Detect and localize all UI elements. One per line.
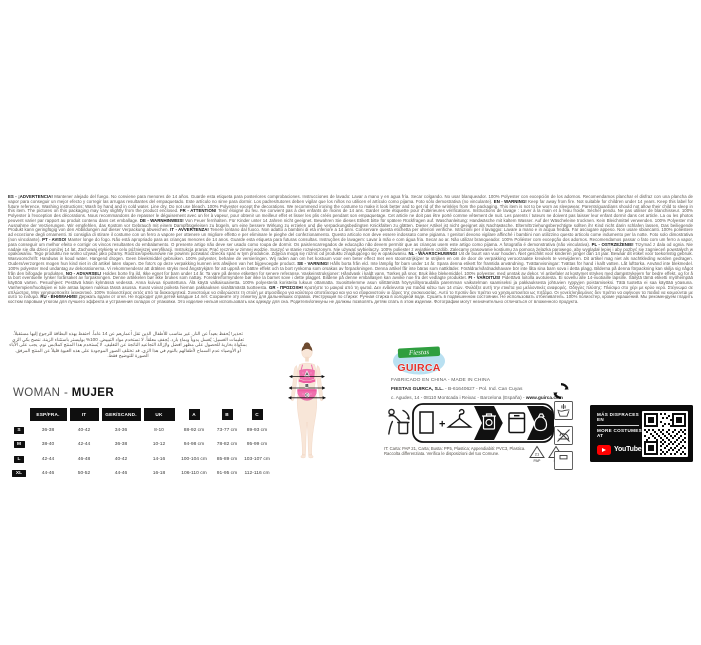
size-label-s: S <box>14 427 24 434</box>
woman-measurement-figure <box>276 340 340 490</box>
column-header-uk: UK <box>144 408 175 421</box>
made-in-line: FABRICADO EN CHINA - MADE IN CHINA <box>391 378 491 383</box>
title-woman: WOMAN - <box>13 387 72 399</box>
street-address: c. Agudes, 14 - 08110 Montcada i Reixac - Barcelona (España) - <box>391 395 526 400</box>
size-value-cell: 106-110 cm <box>181 471 207 477</box>
size-value-cell: 89-93 cm <box>246 427 268 433</box>
youtube-play-icon <box>597 445 611 455</box>
svg-text:+: + <box>439 418 446 431</box>
size-value-cell: 100-104 cm <box>181 456 207 462</box>
size-value-cell: 42-44 <box>77 442 91 448</box>
measure-label-b: B <box>305 383 309 389</box>
size-value-cell: 40-42 <box>77 427 91 433</box>
column-header-b: B <box>222 409 233 420</box>
size-row-xl <box>10 470 272 477</box>
measure-label-c: C <box>305 393 309 399</box>
size-value-cell: 36-38 <box>41 427 55 433</box>
size-row-l <box>10 456 272 463</box>
size-value-cell: 44-46 <box>114 471 128 477</box>
company-line <box>391 387 522 392</box>
company-registration: - B-61640627 - Pol. Ind. Can Cuyas <box>443 387 523 392</box>
size-value-cell: 85-89 cm <box>216 456 238 462</box>
size-table <box>10 408 272 485</box>
title-mujer: MUJER <box>71 387 115 399</box>
woman-silhouette-illustration <box>276 340 340 485</box>
size-row-m <box>10 441 272 448</box>
size-table-rows <box>10 427 272 478</box>
qr-code <box>642 411 688 457</box>
hand-wash-icon <box>554 401 573 425</box>
size-row-s <box>10 427 272 434</box>
promo-line-es: MÁS DISFRACES EN <box>597 412 639 423</box>
size-label-xl: XL <box>12 470 25 477</box>
guirca-logo <box>391 344 447 382</box>
recycling-note-line2: Raccolta differenziata. Verifica le disposizioni del tuo Comune. <box>384 451 500 457</box>
promo-divider <box>597 425 639 426</box>
size-value-cell: 44-46 <box>41 471 55 477</box>
size-value-cell: 46-48 <box>77 456 91 462</box>
size-value-cell: 40-42 <box>114 456 128 462</box>
recycling-note-line1: IT: Carta: PAP 21, Carta; Busta: PP5, Plastica; Appendiabiti: PVC3, Plastica. <box>384 446 526 451</box>
promo-line-en: MORE COSTUMES AT <box>597 427 642 438</box>
logo-guirca-text: GUIRCA <box>397 362 441 374</box>
column-header-a: A <box>189 409 200 420</box>
tidy-man-icon <box>384 405 411 445</box>
svg-text:PAP: PAP <box>533 459 541 463</box>
size-value-cell: 8-10 <box>154 427 164 433</box>
size-table-header <box>10 408 272 421</box>
size-value-cell: 78-82 cm <box>216 442 238 448</box>
multilingual-warnings-text: ES - ¡ADVERTENCIA! Mantener alejado del fuego. No conviene para menores de 14 años. Guarde esta etiqueta para posteriores comprobaciones. Instrucciones de lavado: Lavar a mano y en agua fría. Secar colgando. No usar blanqueador. 100% Polyester con excepción de los adornos. Recomendamos planchar el disfraz con una plancha de vapor para conseguir un mejor efecto y corregir las arrugas resultantes del empaquetado. Este artículo no sirve para dormir. Los padres/tutores deben vigilar que los niños no utilicen el artículo como pijama. Foto sólo demostrativa (no vinculante). EN - WARNING! Keep far away from fire. Not suitable for children under 14 years. Keep this label for future reference. Washing instructions: Wash by hand and in cold water. Line dry. Do not use bleach. 100% Polyester except the decorations. We recommend ironing the costume to make it look better and to get rid of the wrinkles from the packaging. This item is not to be worn as sleepwear. Parents/guardians should not allow their child to sleep in this item. The pictures on this packaging may vary slightly from the product enclosed. FR - ATTENTION! Tenir éloigné du feu. Ne convient pas à des enfants de moins de 14 ans. Garder cette étiquette pour d'ultérieures vérifications. Instructions de lavage : Laver à la main et à l'eau froide. Sécher pendu. Ne pas utiliser de blanchisseur. 100% Polyester à l'exception des décorations. Nous recommandons de repasser le déguisement avec un fer à vapeur, pour obtenir un meilleur effet et lisser les plis créés pendant son empaquetage. Cet article ne doit pas être porté comme vêtement de nuit. Les parents / tuteurs ne doivent pas laisser leur enfant dormir dans cet article. La ou les photos peuvent varier par rapport au produit contenu dans cet emballage. DE - WARNHINWEIS! Von Feuer fernhalten. Für Kinder unter 14 Jahren nicht geeignet. Bewahren Sie dieses Etikett bitte für spätere Rückfragen auf. Waschanleitung: Handwäsche mit kaltem Wasser. Auf der Wäscheleine trocknen. Kein Bleichmittel verwenden. 100% Polyester mit Ausnahme der Verzierungen. Wir empfehlen, das Kostüm vor Gebrauch mit einem Dampfbügeleisen zu bügeln, um eine bessere Wirkung zu erzielen und die verpackungsbedingten Knickfalten zu glätten. Dieser Artikel ist nicht geeignet als Nachtwäsche. Eltern/Erziehungsberechtigte sollten ihr Kind nicht darin schlafen lassen. Das beiliegende Produkt kann geringfügig von den Abbildungen auf dieser Verpackung abweichen. IT - AVVERTENZA! Tenere lontano dal fuoco. Non adatto a bambini di età inferiore a 14 anni. Conservare questa etichetta per ulteriori verifiche. Istruzioni per il lavaggio: Lavare a mano e in acqua fredda. Far asciugare appeso. Non usare sbiancanti. 100% poliestere ad eccezione degli ornamenti. Si consiglia di stirare il costume con un ferro a vapore per ottenere un migliore effetto e per eliminare le pieghe del confezionamento. Questo articolo non deve essere indossato come pigiama. I genitori devono vigilare affinché i bambini non utilizzino questo articolo come indumento per la notte. Foto solo dimostrativa (non vincolante). PT - AVISO! Manter longe do fogo. Não está apropriado para as crianças menores de 14 anos. Guarde esta etiqueta para futuras consultas. Instruções de lavagem: Lavar à mão e com água fria. Secar ao ar. Não utilizar branqueador. 100% Poliéster com excepção dos adornos. Recomendamos passar o fato com um ferro a vapor, para conseguir um melhor efeito e corrigir os vincos resultantes do embalamento. O presente artigo não deve ser usado como roupa de dormir. Os pais/encarregados de educação não devem permitir que as crianças usem este artigo como pijama. A fotografia é demonstrativa (não vinculativa). PL - OSTRZEŻENIE! Trzymać z dala od ognia. Nie nadaje się dla dzieci poniżej 14 lat. Zachowaj etykietę w celu późniejszej weryfikacji. Instrukcja prania: Prać ręcznie w zimnej wodzie. Suszyć w stanie rozwieszonym. Nie używać wybielaczy. 100% poliester z wyjątkiem ozdób. Zalecamy prasowanie kostiumu za pomocą żelazka parowego, aby wyglądał lepiej i aby pozbyć się zagnieceń powstałych w opakowaniu. Tego produktu nie wolno używać jako piżamy. Rodzice/opiekunowie nie powinni pozwalać dziecku spać w tym produkcie. Zdjęcia mogą się różnić od produktu znajdującego się w opakowaniu. NL - WAARSCHUWING! Uit de buurt van vuur houden. Niet geschikt voor kinderen jonger dan 14 jaar. Bewaar dit etiket voor toekomstig gebruik. Wasvoorschrift: Handwas in koud water. Hangend drogen. Geen bleekmiddel gebruiken. 100% polyester, behalve de versieringen. Wij raden aan om het kostuum voor een beter effect met een stoomstrijkijzer te strijken en om de door de verpakking veroorzaakte kreukels te verwijderen. Dit artikel mag niet als nachtkleding worden gedragen. Ouders/verzorgers mogen hun kind niet in dit artikel laten slapen. De foto's op deze verpakking kunnen iets afwijken van het bijgevoegde product. SE - VARNING! Hålls borta från eld. Inte lämplig för barn under 14 år. Spara denna etikett för framtida användning. Tvättanvisningar: Tvättas för hand i kallt vatten. Låt lufttorka. Använd inte blekmedel. 100% polyester med undantag av dekorationerna. Vi rekommenderar att dräkten stryks med ångstrykjärn för att uppnå en bättre effekt och ta bort rynkorna som orsakas av förpackningen. Denna artikel får inte bäras som nattkläder. Föräldrar/vårdnadshavare bör inte låta sina barn sova i detta plagg. Bilderna på denna förpackning kan skilja sig något från den bifogade produkten. NO - ADVARSEL! Holdes borte fra ild. Ikke egnet for barn under 14 år. Ta vare på denne etiketten for senere referanse. Vaskeinstruksjoner: Håndvask i kaldt vann. Tørkes på snor. Bruk ikke blekemiddel. 100% polyester, med unntak av dekor. Vi anbefaler at kostymet strykes med dampstrykejern for bedre effekt, og for å ta bort eventuelle rynker forårsaket av forpakningen. Denne artikkelen bør ikke brukes som nattøy. Foreldre/formyndere bør ikke la barnet sove i dette plagget. Bildene på denne emballasjen kan avvike noe fra det vedlagte produktet. FI - VAROITUS! Pidettävä loitolla avotulesta. Ei sovellu alle 14-vuotiaille lapsille. Säilytä tämä etiketti myöhempää käyttöä varten. Pesuohjeet: Pestävä käsin kylmässä vedessä. Anna kuivua ripustettuna. Älä käytä valkaisuainetta. 100% polyesteriä koristeita lukuun ottamatta. Suosittelemme asun silittämistä höyrysilitysraudalla paremman vaikutelman saamiseksi ja pakkauksesta johtuvien ryppyjen poistamiseksi. Tätä tuotetta ei saa käyttää yöasuna. Vanhempien/huoltajien ei tule antaa lapsen nukkua tässä asussa. Kuvat voivat poiketa hieman pakkauksen sisältämästä tuotteesta. GR - ΠΡΟΣΟΧΗ! Κρατήστε το μακριά από τη φωτιά. Δεν ενδείκνυται για παιδιά κάτω των 14 ετών. Φυλάξτε αυτή την ετικέτα για μελλοντικές αναφορές. Οδηγίες πλύσης: Πλύσιμο στο χέρι με κρύο νερό. Στέγνωμα σε απλώστρα. Μην χρησιμοποιείτε λευκαντικό. 100% πολυεστέρας εκτός από τα διακοσμητικά. Συνιστούμε να σιδερώσετε τη στολή με ατμοσίδερο για καλύτερο αποτέλεσμα και για να εξαφανιστούν οι ζάρες της συσκευασίας. Αυτό το προϊόν δεν πρέπει να χρησιμοποιείται ως πιτζάμα. Οι γονείς/κηδεμόνες δεν πρέπει να αφήνουν τα παιδιά να κοιμούνται με αυτό το ένδυμα. RU - ВНИМАНИЕ! Держать вдали от огня. Не подходит для детей младше 14 лет. Сохраните эту этикетку для дальнейших справок. Инструкция по стирке: Ручная стирка в холодной воде. Сушить в подвешенном состоянии. Не использовать отбеливатель. 100% полиэстер, кроме украшений. Мы рекомендуем гладить костюм паровым утюгом для лучшего эффекта и устранения складок от упаковки. Это изделие нельзя использовать как одежду для сна. Родители/опекуны не должны позволять детям спать в этом изделии. Фотографии могут незначительно отличаться от вложенного продукта. <box>8 194 694 305</box>
size-value-cell: 91-95 cm <box>216 471 238 477</box>
size-label-m: M <box>14 441 25 448</box>
logo-fiestas-text: Fiestas <box>408 347 430 358</box>
size-value-cell: 14-16 <box>152 456 166 462</box>
column-header-it: IT <box>70 408 99 421</box>
size-value-cell: 95-99 cm <box>246 442 268 448</box>
do-not-iron-icon <box>554 426 573 450</box>
column-header-c: C <box>252 409 263 420</box>
size-value-cell: 112-116 cm <box>244 471 270 477</box>
size-value-cell: 36-38 <box>114 442 128 448</box>
natural-dry-icon <box>554 451 573 475</box>
youtube-label: YouTube <box>614 446 642 454</box>
promo-text-block <box>590 408 642 458</box>
arabic-warning-text: تحذير! يُحفظ بعيداً عن النار. غير مناسب للأطفال الذين تقل أعمارهم عن 14 عاماً. احتفظ بهذه البطاقة للرجوع إليها مستقبلاً. تعليمات الغسيل: يُغسل يدوياً وبماء بارد. يُجفف معلقاً. لا تستخدم مواد التبييض. 100% بوليستر باستثناء الزينة. ننصح بكي الزي بمكواة بخارية للحصول على مظهر أفضل ولإزالة التجاعيد الناتجة عن التغليف. لا يُستخدم هذا المنتج كملابس نوم. يجب على الآباء أو الأوصياء عدم السماح لأطفالهم بالنوم في هذا الزي. قد تختلف الصور الموجودة على هذه العبوة قليلاً عن المنتج المرفق. الصورة للتوضيح فقط. <box>9 331 247 359</box>
measure-label-a: A <box>305 372 309 378</box>
column-header-gerscand: GER/SCAND. <box>102 408 141 421</box>
size-value-cell: 88-92 cm <box>183 427 205 433</box>
size-value-cell: 10-12 <box>152 442 166 448</box>
size-value-cell: 73-77 cm <box>216 427 238 433</box>
youtube-logo <box>597 445 642 455</box>
company-name: FIESTAS GUIRCA, S.L. <box>391 387 444 392</box>
youtube-promo-box <box>590 405 693 462</box>
size-value-cell: 94-98 cm <box>183 442 205 448</box>
recycling-note <box>384 446 526 457</box>
packaging-disposal-strip <box>412 403 554 448</box>
size-value-cell: 38-40 <box>41 442 55 448</box>
size-label-l: L <box>14 456 24 463</box>
size-value-cell: 50-52 <box>77 471 91 477</box>
size-value-cell: 16-18 <box>152 471 166 477</box>
column-header-espfra: ESP/FRA. <box>30 408 67 421</box>
size-chart-title <box>13 387 114 399</box>
svg-text:21: 21 <box>534 451 540 457</box>
header-blank-cell <box>12 408 27 421</box>
address-line <box>391 395 563 400</box>
size-value-cell: 42-44 <box>41 456 55 462</box>
size-value-cell: 34-36 <box>114 427 128 433</box>
website-text: www.guirca.com <box>525 395 563 400</box>
size-value-cell: 103-107 cm <box>244 456 270 462</box>
recycling-triangle-pap-icon <box>530 447 544 464</box>
